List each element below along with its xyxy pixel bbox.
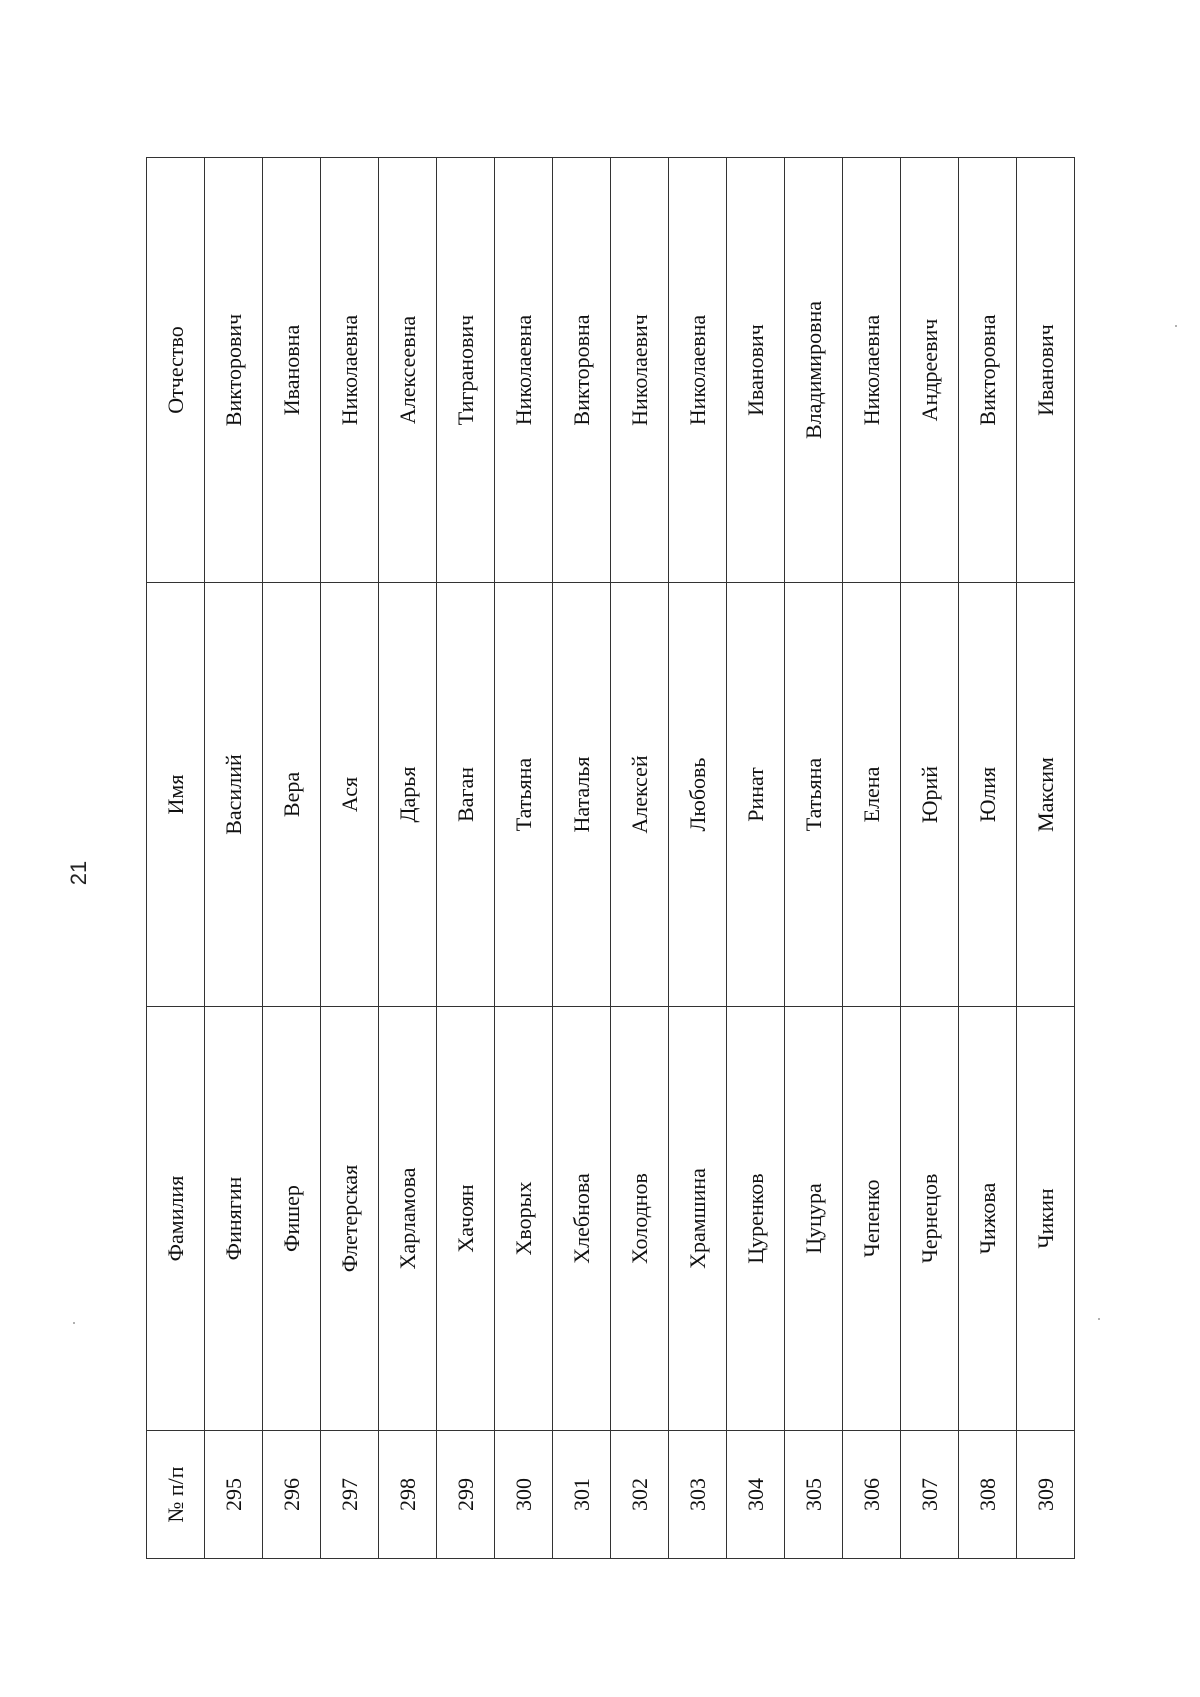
header-num: № п/п <box>147 1431 205 1559</box>
cell-first-name: Ринат <box>727 583 785 1007</box>
table-row <box>437 158 495 1559</box>
page-number: 21 <box>66 860 91 886</box>
cell-num: 304 <box>727 1431 785 1559</box>
cell-patronymic: Алексеевна <box>379 158 437 583</box>
table-body <box>205 158 1075 1559</box>
cell-patronymic: Викторович <box>205 158 263 583</box>
cell-num: 297 <box>321 1431 379 1559</box>
cell-first-name: Максим <box>1017 583 1075 1007</box>
cell-first-name: Вера <box>263 583 321 1007</box>
table-row <box>1017 158 1075 1559</box>
cell-num: 299 <box>437 1431 495 1559</box>
table-row <box>611 158 669 1559</box>
scan-speck <box>1175 325 1177 327</box>
cell-num: 305 <box>785 1431 843 1559</box>
table-row <box>843 158 901 1559</box>
cell-patronymic: Николаевна <box>321 158 379 583</box>
cell-patronymic: Владимировна <box>785 158 843 583</box>
cell-last-name: Фишер <box>263 1007 321 1431</box>
cell-patronymic: Николаевич <box>611 158 669 583</box>
cell-last-name: Чижова <box>959 1007 1017 1431</box>
table-row <box>669 158 727 1559</box>
cell-first-name: Ася <box>321 583 379 1007</box>
cell-last-name: Харламова <box>379 1007 437 1431</box>
cell-patronymic: Иванович <box>727 158 785 583</box>
cell-last-name: Цуренков <box>727 1007 785 1431</box>
cell-patronymic: Николаевна <box>495 158 553 583</box>
table-row <box>495 158 553 1559</box>
cell-patronymic: Ивановна <box>263 158 321 583</box>
cell-last-name: Хачоян <box>437 1007 495 1431</box>
cell-patronymic: Викторовна <box>553 158 611 583</box>
cell-num: 307 <box>901 1431 959 1559</box>
cell-first-name: Татьяна <box>785 583 843 1007</box>
cell-num: 295 <box>205 1431 263 1559</box>
cell-first-name: Юрий <box>901 583 959 1007</box>
table-row <box>959 158 1017 1559</box>
cell-first-name: Юлия <box>959 583 1017 1007</box>
table-row <box>553 158 611 1559</box>
table-container <box>146 158 1075 1559</box>
cell-last-name: Чикин <box>1017 1007 1075 1431</box>
cell-num: 298 <box>379 1431 437 1559</box>
cell-first-name: Татьяна <box>495 583 553 1007</box>
cell-num: 296 <box>263 1431 321 1559</box>
cell-patronymic: Иванович <box>1017 158 1075 583</box>
cell-num: 308 <box>959 1431 1017 1559</box>
cell-patronymic: Андреевич <box>901 158 959 583</box>
cell-num: 302 <box>611 1431 669 1559</box>
cell-first-name: Ваган <box>437 583 495 1007</box>
cell-patronymic: Николаевна <box>843 158 901 583</box>
scan-speck <box>1098 1318 1100 1320</box>
cell-first-name: Алексей <box>611 583 669 1007</box>
cell-first-name: Дарья <box>379 583 437 1007</box>
table-row <box>205 158 263 1559</box>
table-row <box>321 158 379 1559</box>
table-row <box>727 158 785 1559</box>
cell-patronymic: Викторовна <box>959 158 1017 583</box>
rotated-table-frame <box>146 158 1075 1559</box>
cell-last-name: Финягин <box>205 1007 263 1431</box>
table-row <box>901 158 959 1559</box>
header-first-name: Имя <box>147 583 205 1007</box>
cell-last-name: Чепенко <box>843 1007 901 1431</box>
cell-num: 301 <box>553 1431 611 1559</box>
table-row <box>785 158 843 1559</box>
cell-last-name: Цуцура <box>785 1007 843 1431</box>
cell-num: 306 <box>843 1431 901 1559</box>
table-header-row <box>147 158 205 1559</box>
table-row <box>379 158 437 1559</box>
cell-first-name: Любовь <box>669 583 727 1007</box>
roster-table <box>146 157 1075 1559</box>
cell-last-name: Храмшина <box>669 1007 727 1431</box>
cell-num: 303 <box>669 1431 727 1559</box>
header-last-name: Фамилия <box>147 1007 205 1431</box>
cell-patronymic: Тигранович <box>437 158 495 583</box>
cell-last-name: Чернецов <box>901 1007 959 1431</box>
cell-last-name: Хворых <box>495 1007 553 1431</box>
cell-last-name: Холоднов <box>611 1007 669 1431</box>
cell-last-name: Флетерская <box>321 1007 379 1431</box>
cell-first-name: Елена <box>843 583 901 1007</box>
scan-speck <box>73 1322 75 1324</box>
header-patronymic: Отчество <box>147 158 205 583</box>
cell-patronymic: Николаевна <box>669 158 727 583</box>
cell-num: 300 <box>495 1431 553 1559</box>
cell-num: 309 <box>1017 1431 1075 1559</box>
cell-first-name: Василий <box>205 583 263 1007</box>
cell-first-name: Наталья <box>553 583 611 1007</box>
cell-last-name: Хлебнова <box>553 1007 611 1431</box>
table-row <box>263 158 321 1559</box>
